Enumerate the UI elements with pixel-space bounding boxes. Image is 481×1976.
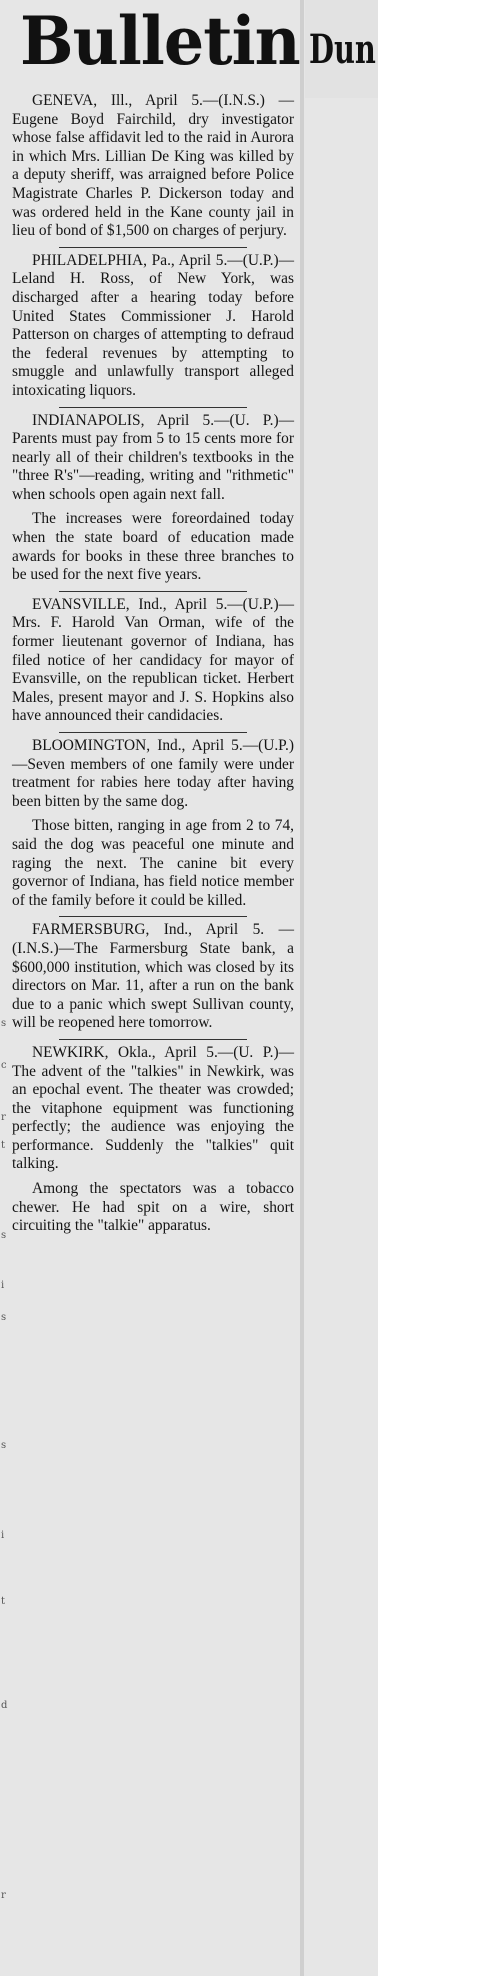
article-paragraph: FARMERSBURG, Ind., April 5. —(I.N.S.)—The Farmersburg State bank, a $600,000 institution, which was closed by its directors on Mar. 11, after a run on the bank due to a panic which swept Sullivan county, will be reopened here tomorrow. [12, 921, 294, 1032]
gutter-letter: s [1, 1312, 7, 1323]
masthead-title: Bulletin [20, 2, 300, 80]
article-paragraph: NEWKIRK, Okla., April 5.—(U. P.)—The advent of the "talkies" in Newkirk, was an epochal event. The theater was crowded; the vitaphone equipment was functioning perfectly; the audience was enjoying the performance. Suddenly the "talkies" quit talking. [12, 1043, 294, 1173]
gutter-letter: t [1, 1596, 6, 1607]
gutter-letter: r [1, 1890, 6, 1901]
gutter-letter: i [1, 1530, 5, 1541]
article-separator [59, 916, 247, 917]
gutter-letter: c [1, 1060, 7, 1071]
article-paragraph: EVANSVILLE, Ind., April 5.—(U.P.)—Mrs. F. Harold Van Orman, wife of the former lieutenant governor of Indiana, has filed notice of her candidacy for mayor of Evansville, on the republican ticket. Herbert Males, present mayor and J. S. Hopkins also have announced their candidacies. [12, 595, 294, 725]
article-paragraph: The increases were foreordained today when the state board of education made awards for books in these three branches to be used for the next five years. [12, 510, 294, 584]
gutter-letter: r [1, 1112, 6, 1123]
article-indianapolis [12, 412, 294, 585]
article-geneva [12, 92, 294, 241]
gutter-letter: d [1, 1700, 8, 1711]
article-paragraph: INDIANAPOLIS, April 5.—(U. P.)—Parents must pay from 5 to 15 cents more for nearly all of their children's textbooks in the "three R's"—reading, writing and "rithmetic" when schools open again next fall. [12, 411, 294, 503]
article-farmersburg [12, 921, 294, 1033]
gutter-letter: t [1, 1140, 6, 1151]
news-column [12, 92, 294, 1236]
masthead-side-panel [305, 0, 378, 98]
masthead-side-title: Dun [309, 26, 376, 73]
gutter-letter: s [1, 1230, 7, 1241]
left-gutter [0, 0, 10, 1976]
gutter-letter: i [1, 1280, 5, 1291]
article-evansville [12, 596, 294, 726]
article-separator [59, 591, 247, 592]
article-separator [59, 732, 247, 733]
column-rule [300, 0, 304, 1976]
article-paragraph: GENEVA, Ill., April 5.—(I.N.S.) —Eugene Boyd Fairchild, dry investigator whose false affidavit led to the raid in Aurora in which Mrs. Lillian De King was killed by a deputy sheriff, was arraigned before Police Magistrate Charles P. Dickerson today and was ordered held in the Kane county jail in lieu of bond of $1,500 on charges of perjury. [12, 92, 294, 240]
article-newkirk [12, 1044, 294, 1236]
article-paragraph: Among the spectators was a tobacco chewer. He had spit on a wire, short circuiting the "talkie" apparatus. [12, 1180, 294, 1235]
article-separator [59, 407, 247, 408]
article-paragraph: PHILADELPHIA, Pa., April 5.—(U.P.)—Leland H. Ross, of New York, was discharged after a hearing today before United States Commissioner J. Harold Patterson on charges of attempting to defraud the federal revenues by attempting to smuggle and unlawfully transport alleged intoxicating liquors. [12, 251, 294, 399]
article-paragraph: Those bitten, ranging in age from 2 to 74, said the dog was peaceful one minute and raging the next. The canine bit every governor of Indiana, has field notice member of the family before it could be killed. [12, 817, 294, 909]
gutter-letter: s [1, 1018, 7, 1029]
article-bloomington [12, 737, 294, 910]
gutter-letter: s [1, 1440, 7, 1451]
article-philadelphia [12, 252, 294, 401]
article-separator [59, 247, 247, 248]
article-separator [59, 1039, 247, 1040]
article-paragraph: BLOOMINGTON, Ind., April 5.—(U.P.)—Seven members of one family were under treatment for rabies here today after having been bitten by the same dog. [12, 737, 294, 810]
